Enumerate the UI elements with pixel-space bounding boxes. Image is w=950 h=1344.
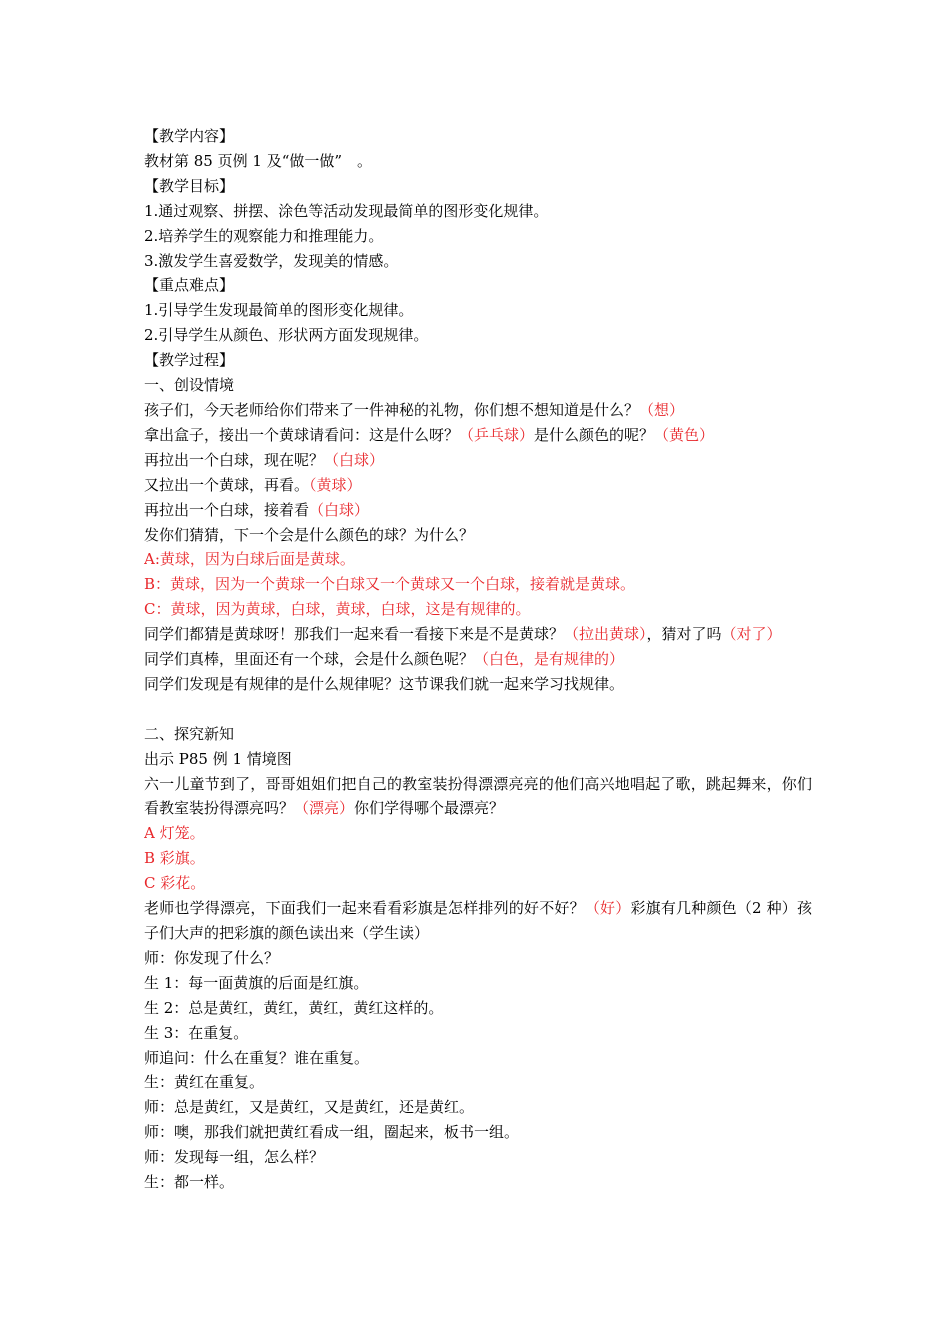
- text-segment: 六一儿童节到了，哥哥姐姐们把自己的教室装扮得漂漂亮亮的他们高兴地唱起了歌，跳起舞来，你们看教室装扮得漂亮吗？: [144, 774, 812, 818]
- text-segment: 生 1：每一面黄旗的后面是红旗。: [144, 973, 369, 992]
- text-line: [144, 871, 812, 896]
- text-line: [144, 647, 812, 672]
- text-line: [144, 1046, 812, 1071]
- text-segment: 1.通过观察、拼摆、涂色等活动发现最简单的图形变化规律。: [144, 201, 549, 220]
- text-line: [144, 1095, 812, 1120]
- text-line: [144, 821, 812, 846]
- text-segment: 彩旗有几种颜色（2 种）孩子们大声的把彩旗的颜色读出来（学生读）: [144, 899, 812, 942]
- text-line: [144, 1120, 812, 1145]
- highlighted-answer: （漂亮）: [294, 799, 355, 818]
- text-segment: 师：总是黄红，又是黄红，又是黄红，还是黄红。: [144, 1098, 475, 1117]
- text-segment: 孩子们，今天老师给你们带来了一件神秘的礼物，你们想不想知道是什么？: [144, 400, 640, 419]
- text-segment: 师：噢，那我们就把黄红看成一组，圈起来，板书一组。: [144, 1123, 520, 1142]
- highlighted-answer: A 灯笼。: [144, 824, 205, 843]
- text-line: [144, 124, 812, 149]
- text-segment: 【重点难点】: [144, 276, 235, 295]
- highlighted-answer: （拉出黄球）: [564, 625, 647, 644]
- text-segment: 师追问：什么在重复？谁在重复。: [144, 1048, 370, 1067]
- highlighted-answer: （好）: [584, 899, 631, 918]
- text-segment: 又拉出一个黄球，再看。: [144, 475, 310, 494]
- text-segment: 【教学目标】: [144, 176, 235, 195]
- text-line: [144, 323, 812, 348]
- text-line: [144, 846, 812, 871]
- text-segment: 3.激发学生喜爱数学，发现美的情感。: [144, 251, 399, 270]
- text-segment: 1.引导学生发现最简单的图形变化规律。: [144, 301, 414, 320]
- text-segment: 生 2：总是黄红，黄红，黄红，黄红这样的。: [144, 998, 444, 1017]
- text-line: [144, 772, 812, 822]
- text-line: [144, 572, 812, 597]
- text-segment: 出示 P85 例 1 情境图: [144, 749, 292, 768]
- document-page: [144, 124, 812, 1195]
- text-line: [144, 622, 812, 647]
- text-line: [144, 672, 812, 697]
- text-line: [144, 348, 812, 373]
- text-line: [144, 298, 812, 323]
- text-segment: 【教学过程】: [144, 351, 235, 370]
- text-segment: 再拉出一个白球，接着看: [144, 500, 310, 519]
- text-segment: 你们学得哪个最漂亮？: [354, 799, 505, 818]
- highlighted-answer: （想）: [639, 400, 685, 419]
- blank-line: [144, 697, 812, 722]
- text-segment: 是什么颜色的呢？: [534, 425, 655, 444]
- text-segment: 同学们发现是有规律的是什么规律呢？这节课我们就一起来学习找规律。: [144, 674, 625, 693]
- text-segment: 同学们真棒，里面还有一个球，会是什么颜色呢？: [144, 650, 475, 669]
- text-segment: 2.引导学生从颜色、形状两方面发现规律。: [144, 326, 429, 345]
- text-segment: 拿出盒子，接出一个黄球请看问：这是什么呀？: [144, 425, 460, 444]
- text-segment: 【教学内容】: [144, 127, 235, 145]
- text-line: [144, 224, 812, 249]
- text-segment: 师：发现每一组，怎么样？: [144, 1148, 325, 1167]
- text-segment: ，猜对了吗: [646, 625, 722, 644]
- text-line: [144, 1021, 812, 1046]
- text-segment: 一、创设情境: [144, 376, 235, 395]
- text-segment: 再拉出一个白球，现在呢？: [144, 450, 325, 469]
- text-line: [144, 722, 812, 747]
- highlighted-answer: （黄球）: [309, 475, 362, 494]
- highlighted-answer: C 彩花。: [144, 874, 206, 893]
- text-line: [144, 249, 812, 274]
- text-line: [144, 273, 812, 298]
- text-line: [144, 498, 812, 523]
- text-line: [144, 1070, 812, 1095]
- text-line: [144, 373, 812, 398]
- text-segment: 发你们猜猜，下一个会是什么颜色的球？为什么？: [144, 525, 475, 544]
- text-line: [144, 1170, 812, 1195]
- text-segment: 教材第 85 页例 1 及“做一做” 。: [144, 151, 373, 170]
- text-segment: 老师也学得漂亮，下面我们一起来看看彩旗是怎样排列的好不好？: [144, 899, 585, 918]
- highlighted-answer: （黄色）: [654, 425, 715, 444]
- text-line: [144, 199, 812, 224]
- text-line: [144, 398, 812, 423]
- highlighted-answer: （白球）: [309, 500, 370, 519]
- text-line: [144, 1145, 812, 1170]
- highlighted-answer: C：黄球，因为黄球，白球，黄球，白球，这是有规律的。: [144, 600, 531, 619]
- highlighted-answer: （乒乓球）: [459, 425, 535, 444]
- text-segment: 生：都一样。: [144, 1173, 235, 1192]
- text-line: [144, 473, 812, 498]
- text-line: [144, 896, 812, 946]
- text-segment: 生 3：在重复。: [144, 1023, 249, 1042]
- highlighted-answer: B 彩旗。: [144, 849, 205, 868]
- highlighted-answer: （白球）: [324, 450, 385, 469]
- highlighted-answer: A:黄球，因为白球后面是黄球。: [144, 550, 355, 569]
- text-line: [144, 996, 812, 1021]
- text-segment: 同学们都猜是黄球呀！那我们一起来看一看接下来是不是黄球？: [144, 625, 565, 644]
- text-line: [144, 597, 812, 622]
- highlighted-answer: （白色，是有规律的）: [474, 650, 625, 669]
- text-line: [144, 547, 812, 572]
- text-segment: 二、探究新知: [144, 724, 235, 743]
- highlighted-answer: （对了）: [721, 625, 782, 644]
- text-segment: 师：你发现了什么？: [144, 948, 280, 967]
- text-line: [144, 448, 812, 473]
- text-line: [144, 149, 812, 174]
- text-line: [144, 423, 812, 448]
- text-segment: 2.培养学生的观察能力和推理能力。: [144, 226, 384, 245]
- text-line: [144, 747, 812, 772]
- text-line: [144, 971, 812, 996]
- text-line: [144, 523, 812, 548]
- text-line: [144, 174, 812, 199]
- text-line: [144, 946, 812, 971]
- text-segment: 生：黄红在重复。: [144, 1073, 265, 1092]
- highlighted-answer: B：黄球，因为一个黄球一个白球又一个黄球又一个白球，接着就是黄球。: [144, 575, 636, 594]
